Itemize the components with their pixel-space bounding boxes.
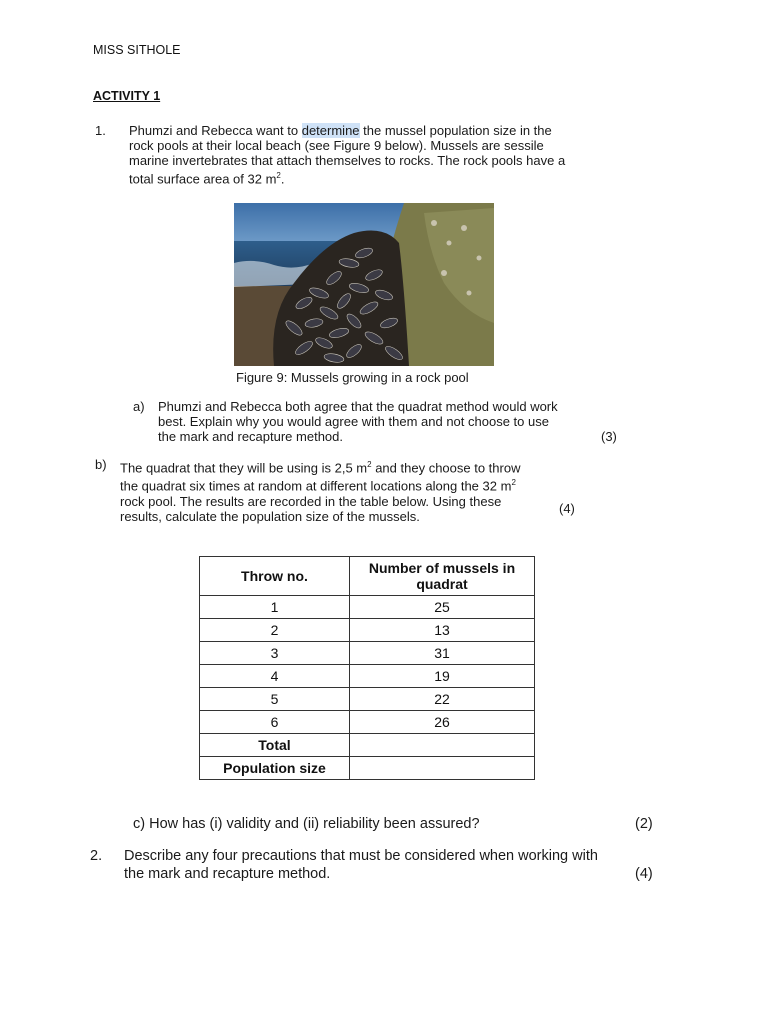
qb-text <box>120 457 580 524</box>
qc-marks: (2) <box>635 816 653 832</box>
activity-title: ACTIVITY 1 <box>93 89 161 103</box>
q1-line-3: marine invertebrates that attach themselves to rocks. The rock pools have a <box>129 153 566 168</box>
qb-line-4: results, calculate the population size of the mussels. <box>120 508 420 524</box>
population-row: Population size <box>200 757 535 780</box>
q1-text <box>129 123 629 186</box>
q1-line-2: rock pools at their local beach (see Figure 9 below). Mussels are sessile <box>129 138 544 153</box>
table-row: 1 25 <box>200 596 535 619</box>
q2-marks: (4) <box>635 866 653 882</box>
qa-label: a) <box>133 399 145 414</box>
qb-marks: (4) <box>559 501 575 516</box>
mussels-illustration <box>234 203 494 366</box>
q2-text <box>124 847 654 883</box>
qb-label: b) <box>95 457 107 472</box>
qa-line-3: the mark and recapture method. <box>158 429 343 444</box>
figure-caption: Figure 9: Mussels growing in a rock pool <box>236 370 469 385</box>
total-value-cell <box>350 734 535 757</box>
q2-line-1: Describe any four precautions that must be considered when working with <box>124 848 598 864</box>
table-row: 2 13 <box>200 619 535 642</box>
population-value-cell <box>350 757 535 780</box>
teacher-name: MISS SITHOLE <box>93 43 181 57</box>
qa-line-2: best. Explain why you would agree with them and not choose to use <box>158 414 549 429</box>
q1-line-1: Phumzi and Rebecca want to determine the mussel population size in the <box>129 123 552 138</box>
results-table <box>199 556 535 780</box>
qa-marks: (3) <box>601 429 617 444</box>
qb-line-2: the quadrat six times at random at different locations along the 32 $m^2$ <box>120 478 516 494</box>
table-row: 3 31 <box>200 642 535 665</box>
table-row: 6 26 <box>200 711 535 734</box>
table-row: 4 19 <box>200 665 535 688</box>
q2-line-2: the mark and recapture method. <box>124 866 331 882</box>
qa-line-1: Phumzi and Rebecca both agree that the quadrat method would work <box>158 399 558 414</box>
table-row: 5 22 <box>200 688 535 711</box>
header-mussel-count: Number of mussels in quadrat <box>350 557 535 596</box>
highlighted-word: determine <box>301 123 360 138</box>
header-throw-no: Throw no. <box>200 557 350 596</box>
total-row: Total <box>200 734 535 757</box>
qa-text <box>158 399 628 444</box>
table-header-row <box>200 557 535 596</box>
qb-line-3: rock pool. The results are recorded in the table below. Using these <box>120 493 502 509</box>
mussels-photo <box>234 203 494 366</box>
qc-text: c) How has (i) validity and (ii) reliability been assured? <box>133 816 480 832</box>
q1-line-4: total surface area of 32 $m^2$. <box>129 171 285 187</box>
qb-line-1: The quadrat that they will be using is 2,5 $m^2$ and they choose to throw <box>120 460 521 476</box>
q2-number: 2. <box>90 848 103 864</box>
q1-number: 1. <box>95 123 106 138</box>
